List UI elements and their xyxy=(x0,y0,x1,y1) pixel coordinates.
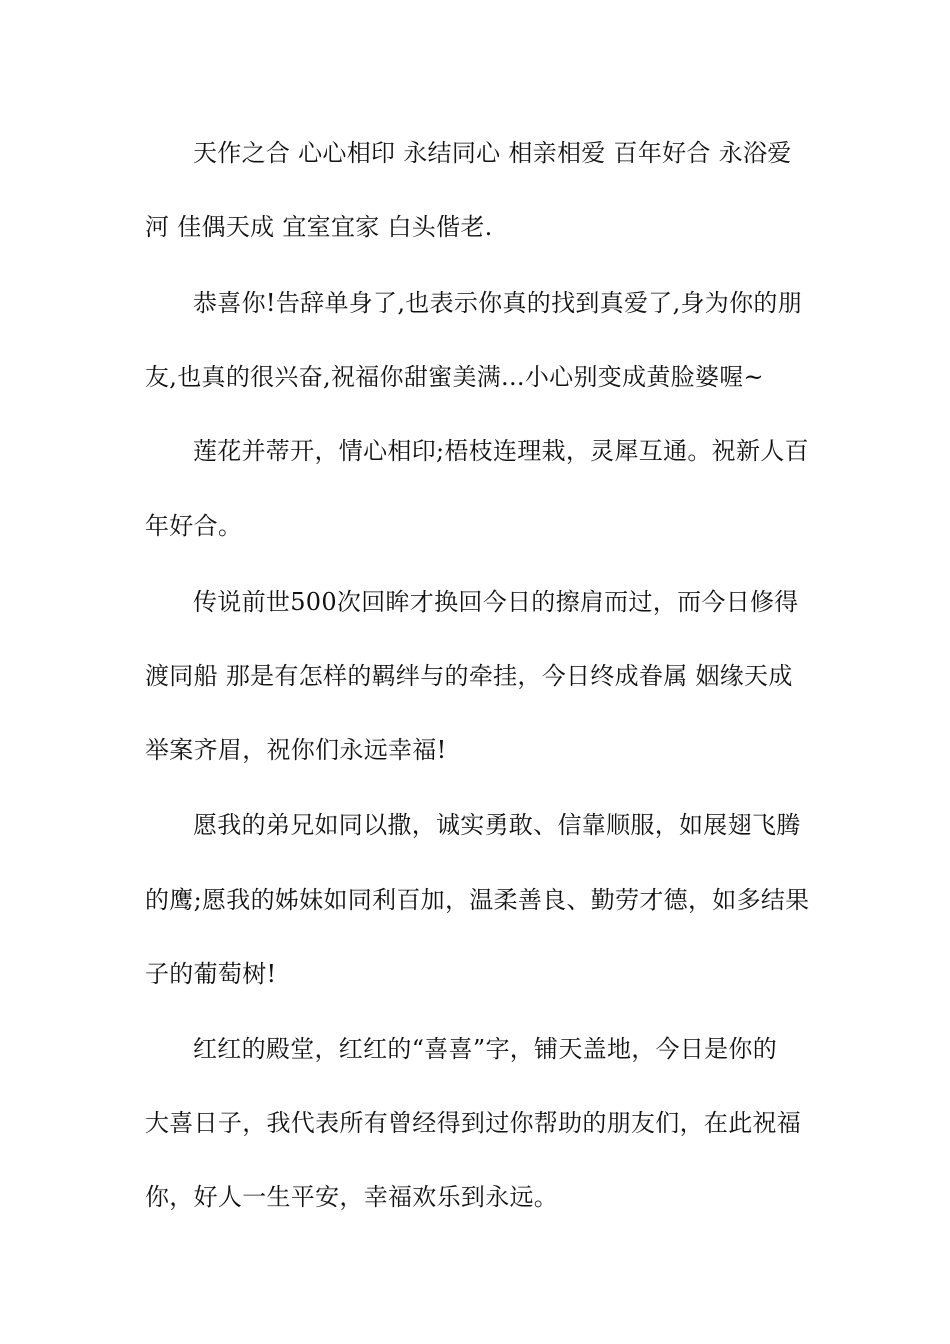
paragraph-6-line-2: 大喜日子，我代表所有曾经得到过你帮助的朋友们，在此祝福 xyxy=(145,1109,802,1137)
paragraph-5-line-1: 愿我的弟兄如同以撒，诚实勇敢、信靠顺服，如展翅飞腾 xyxy=(193,811,801,839)
paragraph-3-line-1: 莲花并蒂开，情心相印;梧枝连理栽，灵犀互通。祝新人百 xyxy=(193,437,809,465)
paragraph-6-line-1: 红红的殿堂，红红的“喜喜”字，铺天盖地，今日是你的 xyxy=(193,1035,778,1063)
paragraph-5-line-3: 子的葡萄树! xyxy=(145,960,277,988)
paragraph-2-line-1: 恭喜你!告辞单身了,也表示你真的找到真爱了,身为你的朋 xyxy=(193,289,803,317)
paragraph-5-line-2: 的鹰;愿我的姊妹如同利百加，温柔善良、勤劳才德，如多结果 xyxy=(145,886,810,914)
paragraph-4-line-3: 举案齐眉，祝你们永远幸福! xyxy=(145,736,447,764)
paragraph-1-line-2: 河 佳偶天成 宜室宜家 白头偕老. xyxy=(145,213,493,241)
paragraph-4-line-2: 渡同船 那是有怎样的羁绊与的牵挂，今日终成眷属 姻缘天成 xyxy=(145,662,793,690)
paragraph-6-line-3: 你，好人一生平安，幸福欢乐到永远。 xyxy=(145,1183,559,1211)
paragraph-4-line-1: 传说前世500次回眸才换回今日的擦肩而过，而今日修得 xyxy=(193,588,799,616)
paragraph-1-line-1: 天作之合 心心相印 永结同心 相亲相爱 百年好合 永浴爱 xyxy=(193,139,792,167)
paragraph-3-line-2: 年好合。 xyxy=(145,512,243,540)
paragraph-2-line-2: 友,也真的很兴奋,祝福你甜蜜美满...小心别变成黄脸婆喔~ xyxy=(145,363,764,391)
